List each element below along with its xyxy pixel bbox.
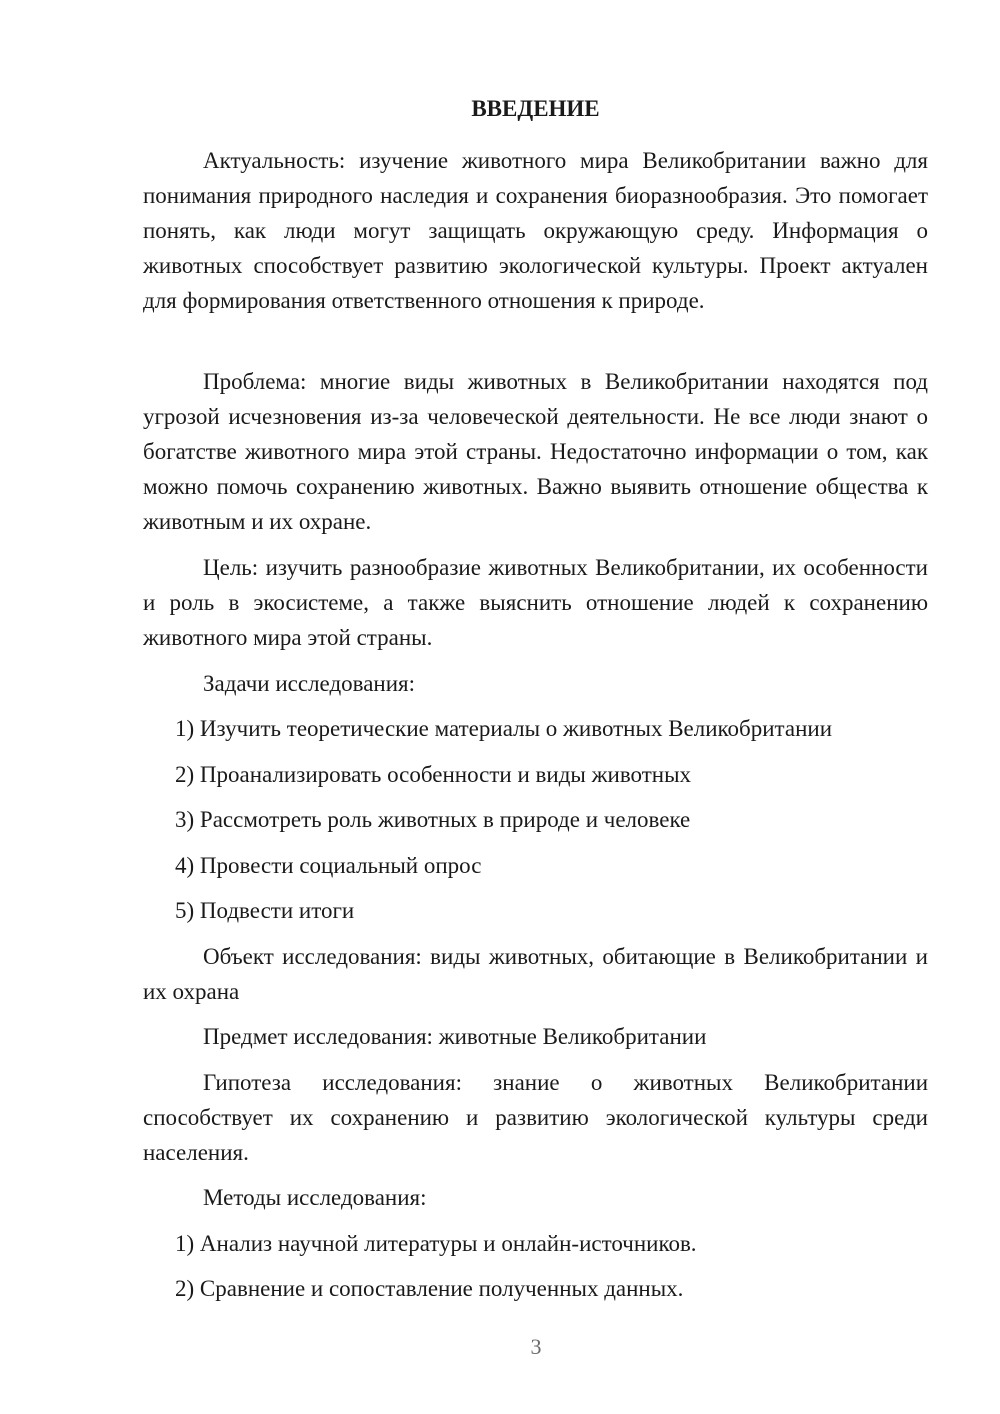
- method-item: 1) Анализ научной литературы и онлайн-источников.: [175, 1231, 697, 1256]
- tasks-heading: Задачи исследования:: [203, 671, 416, 696]
- method-item: 2) Сравнение и сопоставление полученных данных.: [175, 1276, 684, 1301]
- methods-heading: Методы исследования:: [203, 1185, 427, 1210]
- subject-paragraph: Предмет исследования: животные Великобритании: [203, 1024, 707, 1049]
- page-number: 3: [530, 1334, 542, 1359]
- problem-paragraph: Проблема: многие виды животных в Великобритании находятся под угрозой исчезновения из-за человеческой деятельности. Не все люди знают о богатстве животного мира этой страны. Недостаточно информации о том, как можно помочь сохранению животных. Важно выявить отношение общества к животным и их охране.: [143, 369, 928, 534]
- hypothesis-paragraph: Гипотеза исследования: знание о животных Великобритании способствует их сохранению и развитию экологической культуры среди населения.: [143, 1070, 928, 1165]
- object-paragraph: Объект исследования: виды животных, обитающие в Великобритании и их охрана: [143, 944, 928, 1004]
- task-item: 2) Проанализировать особенности и виды животных: [175, 762, 692, 787]
- task-item: 4) Провести социальный опрос: [175, 853, 482, 878]
- task-item: 1) Изучить теоретические материалы о животных Великобритании: [175, 716, 833, 741]
- task-item: 5) Подвести итоги: [175, 898, 355, 923]
- page-title: ВВЕДЕНИЕ: [471, 96, 600, 121]
- task-item: 3) Рассмотреть роль животных в природе и человеке: [175, 807, 691, 832]
- relevance-paragraph: Актуальность: изучение животного мира Великобритании важно для понимания природного наследия и сохранения биоразнообразия. Это помогает понять, как люди могут защищать окружающую среду. Информация о животных способствует развитию экологической культуры. Проект актуален для формирования ответственного отношения к природе.: [143, 148, 928, 313]
- goal-paragraph: Цель: изучить разнообразие животных Великобритании, их особенности и роль в экосистеме, а также выяснить отношение людей к сохранению животного мира этой страны.: [143, 555, 928, 650]
